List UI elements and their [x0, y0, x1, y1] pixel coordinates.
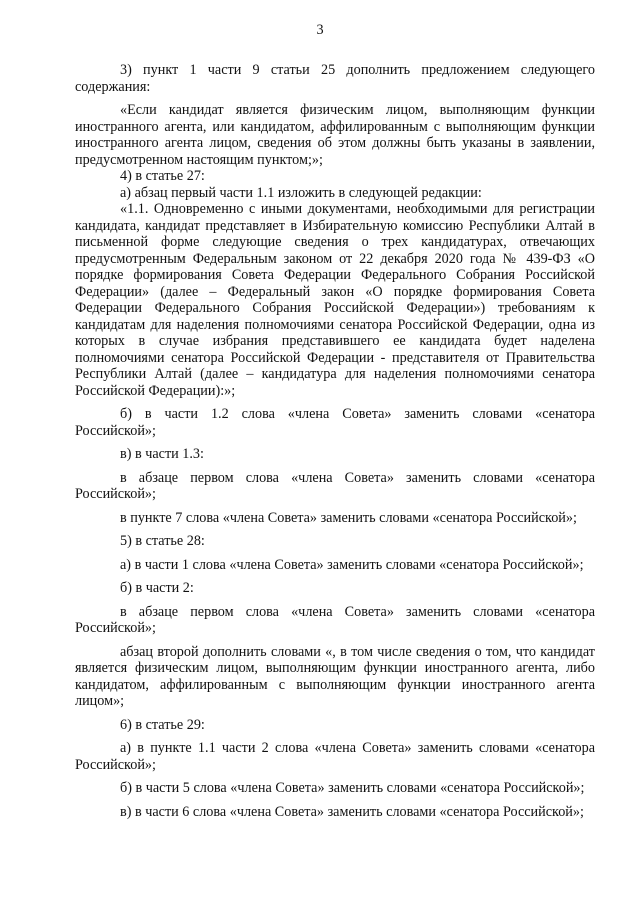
paragraph: а) в части 1 слова «члена Совета» заменить словами «сенатора Российской»;: [120, 556, 584, 573]
document-body: [75, 62, 595, 820]
page-number: 3: [316, 22, 324, 38]
paragraph: б) в части 5 слова «члена Совета» заменить словами «сенатора Российской»;: [120, 780, 585, 796]
paragraph: в абзаце первом слова «члена Совета» заменить словами «сенатора Российской»;: [75, 469, 595, 502]
paragraph: «1.1. Одновременно с иными документами, необходимыми для регистрации кандидата, кандидат представляет в Избирательную комиссию Республики Алтай в письменной форме следующие сведения о трех кандидатурах, отвечающих предусмотренным Федеральным законом от 22 декабря 2020 года № 439-ФЗ «О порядке формирования Совета Федерации Федерального Собрания Российской Федерации» (далее – Федеральный закон «О порядке формирования Совета Федерации Федерального Собрания Российской Федерации») требованиям к кандидатам для наделения полномочиями сенатора Российской Федерации, одна из которых в случае избрания представившего ее кандидата будет наделена полномочиями сенатора Российской Федерации - представителя от Правительства Республики Алтай (далее – кандидатура для наделения полномочиями сенатора Российской Федерации):»;: [75, 201, 595, 399]
paragraph: в пункте 7 слова «члена Совета» заменить словами «сенатора Российской»;: [120, 509, 577, 526]
paragraph: 6) в статье 29:: [120, 716, 205, 733]
paragraph: 5) в статье 28:: [120, 533, 205, 549]
paragraph: в) в части 1.3:: [120, 446, 204, 462]
paragraph: б) в части 1.2 слова «члена Совета» заменить словами «сенатора Российской»;: [75, 406, 595, 439]
paragraph: в) в части 6 слова «члена Совета» заменить словами «сенатора Российской»;: [120, 803, 584, 820]
paragraph: а) в пункте 1.1 части 2 слова «члена Совета» заменить словами «сенатора Российской»;: [75, 740, 595, 773]
paragraph: в абзаце первом слова «члена Совета» заменить словами «сенатора Российской»;: [75, 603, 595, 636]
paragraph: 3) пункт 1 части 9 статьи 25 дополнить предложением следующего содержания:: [75, 62, 595, 95]
paragraph: б) в части 2:: [120, 580, 194, 596]
paragraph: а) абзац первый части 1.1 изложить в следующей редакции:: [120, 184, 482, 201]
paragraph: 4) в статье 27:: [120, 168, 205, 184]
paragraph: «Если кандидат является физическим лицом, выполняющим функции иностранного агента, или кандидатом, аффилированным с выполняющим функции иностранного агента лицом, сведения об этом должны быть указаны в заявлении, предусмотренном настоящим пунктом;»;: [75, 102, 595, 168]
paragraph: абзац второй дополнить словами «, в том числе сведения о том, что кандидат является физическим лицом, выполняющим функции иностранного агента, либо кандидатом, аффилированным с выполняющим функции иностранного агента лицом»;: [75, 643, 595, 709]
